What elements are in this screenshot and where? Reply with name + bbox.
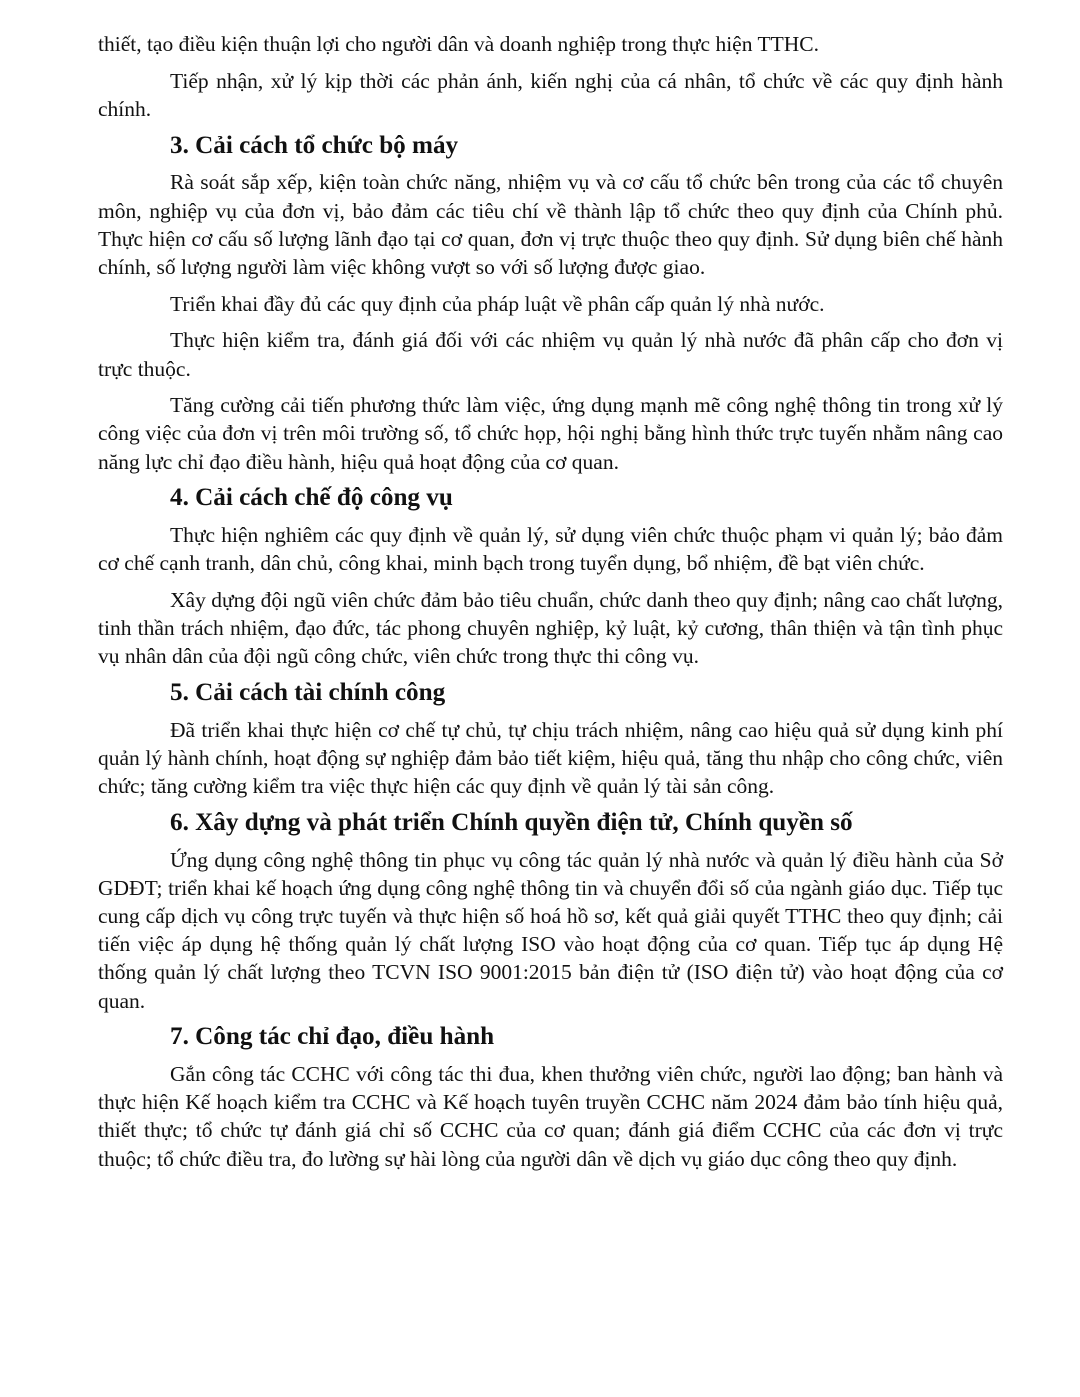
- paragraph-public-finance: Đã triển khai thực hiện cơ chế tự chủ, tự chịu trách nhiệm, nâng cao hiệu quả sử dụng kinh phí quản lý hành chính, hoạt động sự nghiệp đảm bảo tiết kiệm, hiệu quả, tăng thu nhập cho công chức, viên chức; tăng cường kiểm tra việc thực hiện các quy định về quản lý tài sản công.: [98, 717, 1003, 799]
- paragraph-continuation: thiết, tạo điều kiện thuận lợi cho người dân và doanh nghiệp trong thực hiện TTHC.: [98, 32, 819, 56]
- paragraph-decentralization: Triển khai đầy đủ các quy định của pháp luật về phân cấp quản lý nhà nước.: [170, 291, 825, 316]
- paragraph-staff-quality: Xây dựng đội ngũ viên chức đảm bảo tiêu chuẩn, chức danh theo quy định; nâng cao chất lượng, tinh thần trách nhiệm, đạo đức, tác phong chuyên nghiệp, kỷ luật, kỷ cương, thân thiện và tận tình phục vụ nhân dân của đội ngũ công chức, viên chức trong thực thi công vụ.: [98, 587, 1003, 669]
- paragraph-working-methods: Tăng cường cải tiến phương thức làm việc, ứng dụng mạnh mẽ công nghệ thông tin trong xử lý công việc của đơn vị trên môi trường số, tổ chức họp, hội nghị bằng hình thức trực tuyến nhằm nâng cao năng lực chỉ đạo điều hành, hiệu quả hoạt động của cơ quan.: [98, 393, 1003, 474]
- paragraph-direction: Gắn công tác CCHC với công tác thi đua, khen thưởng viên chức, người lao động; ban hành và thực hiện Kế hoạch kiểm tra CCHC và Kế hoạch tuyên truyền CCHC năm 2024 đảm bảo tính hiệu quả, thiết thực; tổ chức tự đánh giá chỉ số CCHC của cơ quan; đánh giá điểm CCHC của các đơn vị trực thuộc; tổ chức điều tra, đo lường sự hài lòng của người dân về dịch vụ giáo dục công theo quy định.: [98, 1062, 1003, 1171]
- document-page: [98, 30, 1003, 1181]
- heading-section-6: 6. Xây dựng và phát triển Chính quyền điện tử, Chính quyền số: [170, 808, 853, 836]
- paragraph-inspection: Thực hiện kiểm tra, đánh giá đối với các nhiệm vụ quản lý nhà nước đã phân cấp cho đơn vị trực thuộc.: [98, 328, 1003, 381]
- paragraph-feedback-handling: Tiếp nhận, xử lý kịp thời các phản ánh, kiến nghị của cá nhân, tổ chức về các quy định hành chính.: [98, 68, 1003, 121]
- heading-section-4: 4. Cải cách chế độ công vụ: [170, 484, 453, 512]
- paragraph-e-government: Ứng dụng công nghệ thông tin phục vụ công tác quản lý nhà nước và quản lý điều hành của Sở GDĐT; triển khai kế hoạch ứng dụng công nghệ thông tin và chuyển đổi số của ngành giáo dục. Tiếp tục cung cấp dịch vụ công trực tuyến và thực hiện số hoá hồ sơ, kết quả giải quyết TTHC theo quy định; cải tiến việc áp dụng hệ thống quản lý chất lượng ISO vào hoạt động của cơ quan. Tiếp tục áp dụng Hệ thống quản lý chất lượng theo TCVN ISO 9001:2015 bản điện tử (ISO điện tử) vào hoạt động của cơ quan.: [98, 847, 1003, 1013]
- heading-section-3: 3. Cải cách tổ chức bộ máy: [170, 131, 459, 159]
- heading-section-5: 5. Cải cách tài chính công: [170, 679, 446, 707]
- heading-section-7: 7. Công tác chỉ đạo, điều hành: [170, 1023, 495, 1051]
- paragraph-restructure: Rà soát sắp xếp, kiện toàn chức năng, nhiệm vụ và cơ cấu tổ chức bên trong của các tổ chuyên môn, nghiệp vụ của đơn vị, bảo đảm các tiêu chí về thành lập tổ chức theo quy định của Chính phủ. Thực hiện cơ cấu số lượng lãnh đạo tại cơ quan, đơn vị trực thuộc theo quy định. Sử dụng biên chế hành chính, số lượng người làm việc không vượt so với số lượng được giao.: [98, 170, 1003, 279]
- paragraph-staff-management: Thực hiện nghiêm các quy định về quản lý, sử dụng viên chức thuộc phạm vi quản lý; bảo đảm cơ chế cạnh tranh, dân chủ, công khai, minh bạch trong tuyển dụng, bổ nhiệm, đề bạt viên chức.: [98, 523, 1003, 576]
